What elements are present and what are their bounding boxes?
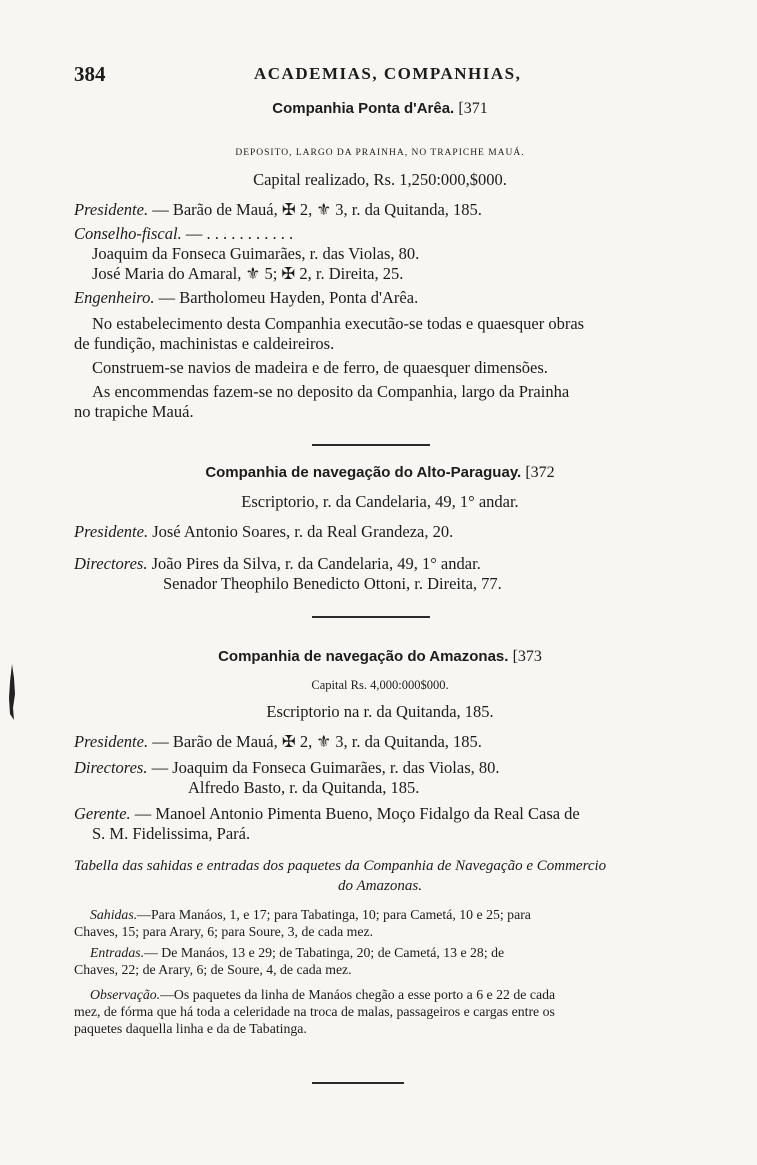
company-373-office: Escriptorio na r. da Quitanda, 185. [266,702,494,721]
presidente-label: Presidente. [74,522,149,541]
company-371-engenheiro [74,288,418,308]
running-header [74,62,686,92]
tabella-heading-1: Tabella das sahidas e entradas dos paquetes da Companhia de Navegação e Commercio [74,858,607,874]
page-number: 384 [74,62,106,86]
company-373-gerente [74,804,580,824]
sahidas-line-2: Chaves, 15; para Arary, 6; para Soure, 3, de cada mez. [74,924,374,939]
engenheiro-label: Engenheiro. [74,288,155,307]
company-371-number: [371 [458,100,488,117]
company-373-presidente [74,732,482,752]
conselho-label: Conselho-fiscal. [74,224,182,243]
director-1: — Joaquim da Fonseca Guimarães, r. das Violas, 80. [151,758,500,777]
order-cross-icon: ✠ [281,264,296,283]
company-371-heading [74,98,686,119]
conselho-dots: — . . . . . . . . . . . [185,224,294,243]
observacao-text: —Os paquetes da linha de Manáos chegão a esse porto a 6 e 22 de cada [160,987,556,1002]
presidente-decoration-a: 2, [299,200,313,219]
running-title: ACADEMIAS, COMPANHIAS, [254,64,522,83]
section-divider [312,616,430,619]
conselho-member-1: Joaquim da Fonseca Guimarães, r. das Violas, 80. [92,244,420,263]
gerente-line-1: — Manoel Antonio Pimenta Bueno, Moço Fidalgo da Real Casa de [134,804,580,823]
directores-label: Directores. [74,758,148,777]
presidente-name: José Antonio Soares, r. da Real Grandeza, 20. [152,522,454,541]
company-371-para-2: Construem-se navios de madeira e de ferro, de quaesquer dimensões. [92,358,548,377]
tabella-heading-2: do Amazonas. [338,878,422,894]
company-371-presidente [74,200,482,220]
section-divider [312,444,430,447]
company-371-para-3b: no trapiche Mauá. [74,402,194,421]
presidente-label: Presidente. [74,200,149,219]
company-371-address: DEPOSITO, LARGO DA PRAINHA, NO TRAPICHE MAUÁ. [235,148,525,158]
entradas-text: — De Manáos, 13 e 29; de Tabatinga, 20; de Cametá, 13 e 28; de [144,945,505,960]
conselho-member-2-dec: 5; [264,264,278,283]
engenheiro-name: — Bartholomeu Hayden, Ponta d'Arêa. [158,288,419,307]
order-fleur-icon: ⚜ [316,732,332,751]
director-2: Alfredo Basto, r. da Quitanda, 185. [188,778,420,797]
conselho-member-2 [92,264,403,284]
company-372-title: Companhia de navegação do Alto-Paraguay. [205,464,522,481]
company-373-title: Companhia de navegação do Amazonas. [218,648,509,665]
ink-mark [6,664,18,720]
company-371-capital: Capital realizado, Rs. 1,250:000,$000. [253,170,507,189]
entradas-line-2: Chaves, 22; de Arary, 6; de Soure, 4, de cada mez. [74,962,352,977]
company-372-number: [372 [525,464,555,481]
company-371-para-1a: No estabelecimento desta Companhia executão-se todas e quaesquer obras [92,314,585,333]
order-fleur-icon: ⚜ [316,200,332,219]
order-cross-icon: ✠ [281,200,296,219]
gerente-label: Gerente. [74,804,131,823]
company-372-office: Escriptorio, r. da Candelaria, 49, 1° andar. [241,492,519,511]
company-371-para-3a: As encommendas fazem-se no deposito da Companhia, largo da Prainha [92,382,570,401]
presidente-address: 3, r. da Quitanda, 185. [335,200,482,219]
company-373-heading [74,646,686,667]
observacao-line-2: mez, de fórma que há toda a celeridade na troca de malas, passageiros e cargas entre os [74,1004,555,1019]
observacao-line-1 [90,986,555,1003]
company-371-title: Companhia Ponta d'Arêa. [272,100,455,117]
order-fleur-icon: ⚜ [245,264,261,283]
sahidas-label: Sahidas. [90,907,138,922]
presidente-name: — Barão de Mauá, [152,200,278,219]
company-373-capital: Capital Rs. 4,000:000$000. [311,678,449,692]
sahidas-line-1 [90,906,531,923]
company-371-conselho [74,224,293,244]
presidente-label: Presidente. [74,732,149,751]
company-371-para-1b: de fundição, machinistas e caldeireiros. [74,334,335,353]
observacao-line-3: paquetes daquella linha e da de Tabatinga. [74,1021,307,1036]
conselho-member-2-address: 2, r. Direita, 25. [299,264,404,283]
gerente-line-2: S. M. Fidelissima, Pará. [92,824,251,843]
order-cross-icon: ✠ [281,732,296,751]
presidente-decoration-a: 2, [299,732,313,751]
company-372-heading [74,462,686,483]
presidente-address: 3, r. da Quitanda, 185. [335,732,482,751]
section-divider [312,1082,404,1085]
presidente-name: — Barão de Mauá, [152,732,278,751]
entradas-label: Entradas. [90,945,145,960]
observacao-label: Observação. [90,987,161,1002]
sahidas-text: —Para Manáos, 1, e 17; para Tabatinga, 10; para Cametá, 10 e 25; para [137,907,531,922]
company-373-number: [373 [512,648,542,665]
company-372-directores [74,554,481,574]
director-1: João Pires da Silva, r. da Candelaria, 49, 1° andar. [151,554,481,573]
entradas-line-1 [90,944,504,961]
company-373-directores [74,758,500,778]
conselho-member-2-name: José Maria do Amaral, [92,264,242,283]
director-2: Senador Theophilo Benedicto Ottoni, r. Direita, 77. [163,574,502,593]
directores-label: Directores. [74,554,148,573]
company-372-presidente [74,522,453,542]
